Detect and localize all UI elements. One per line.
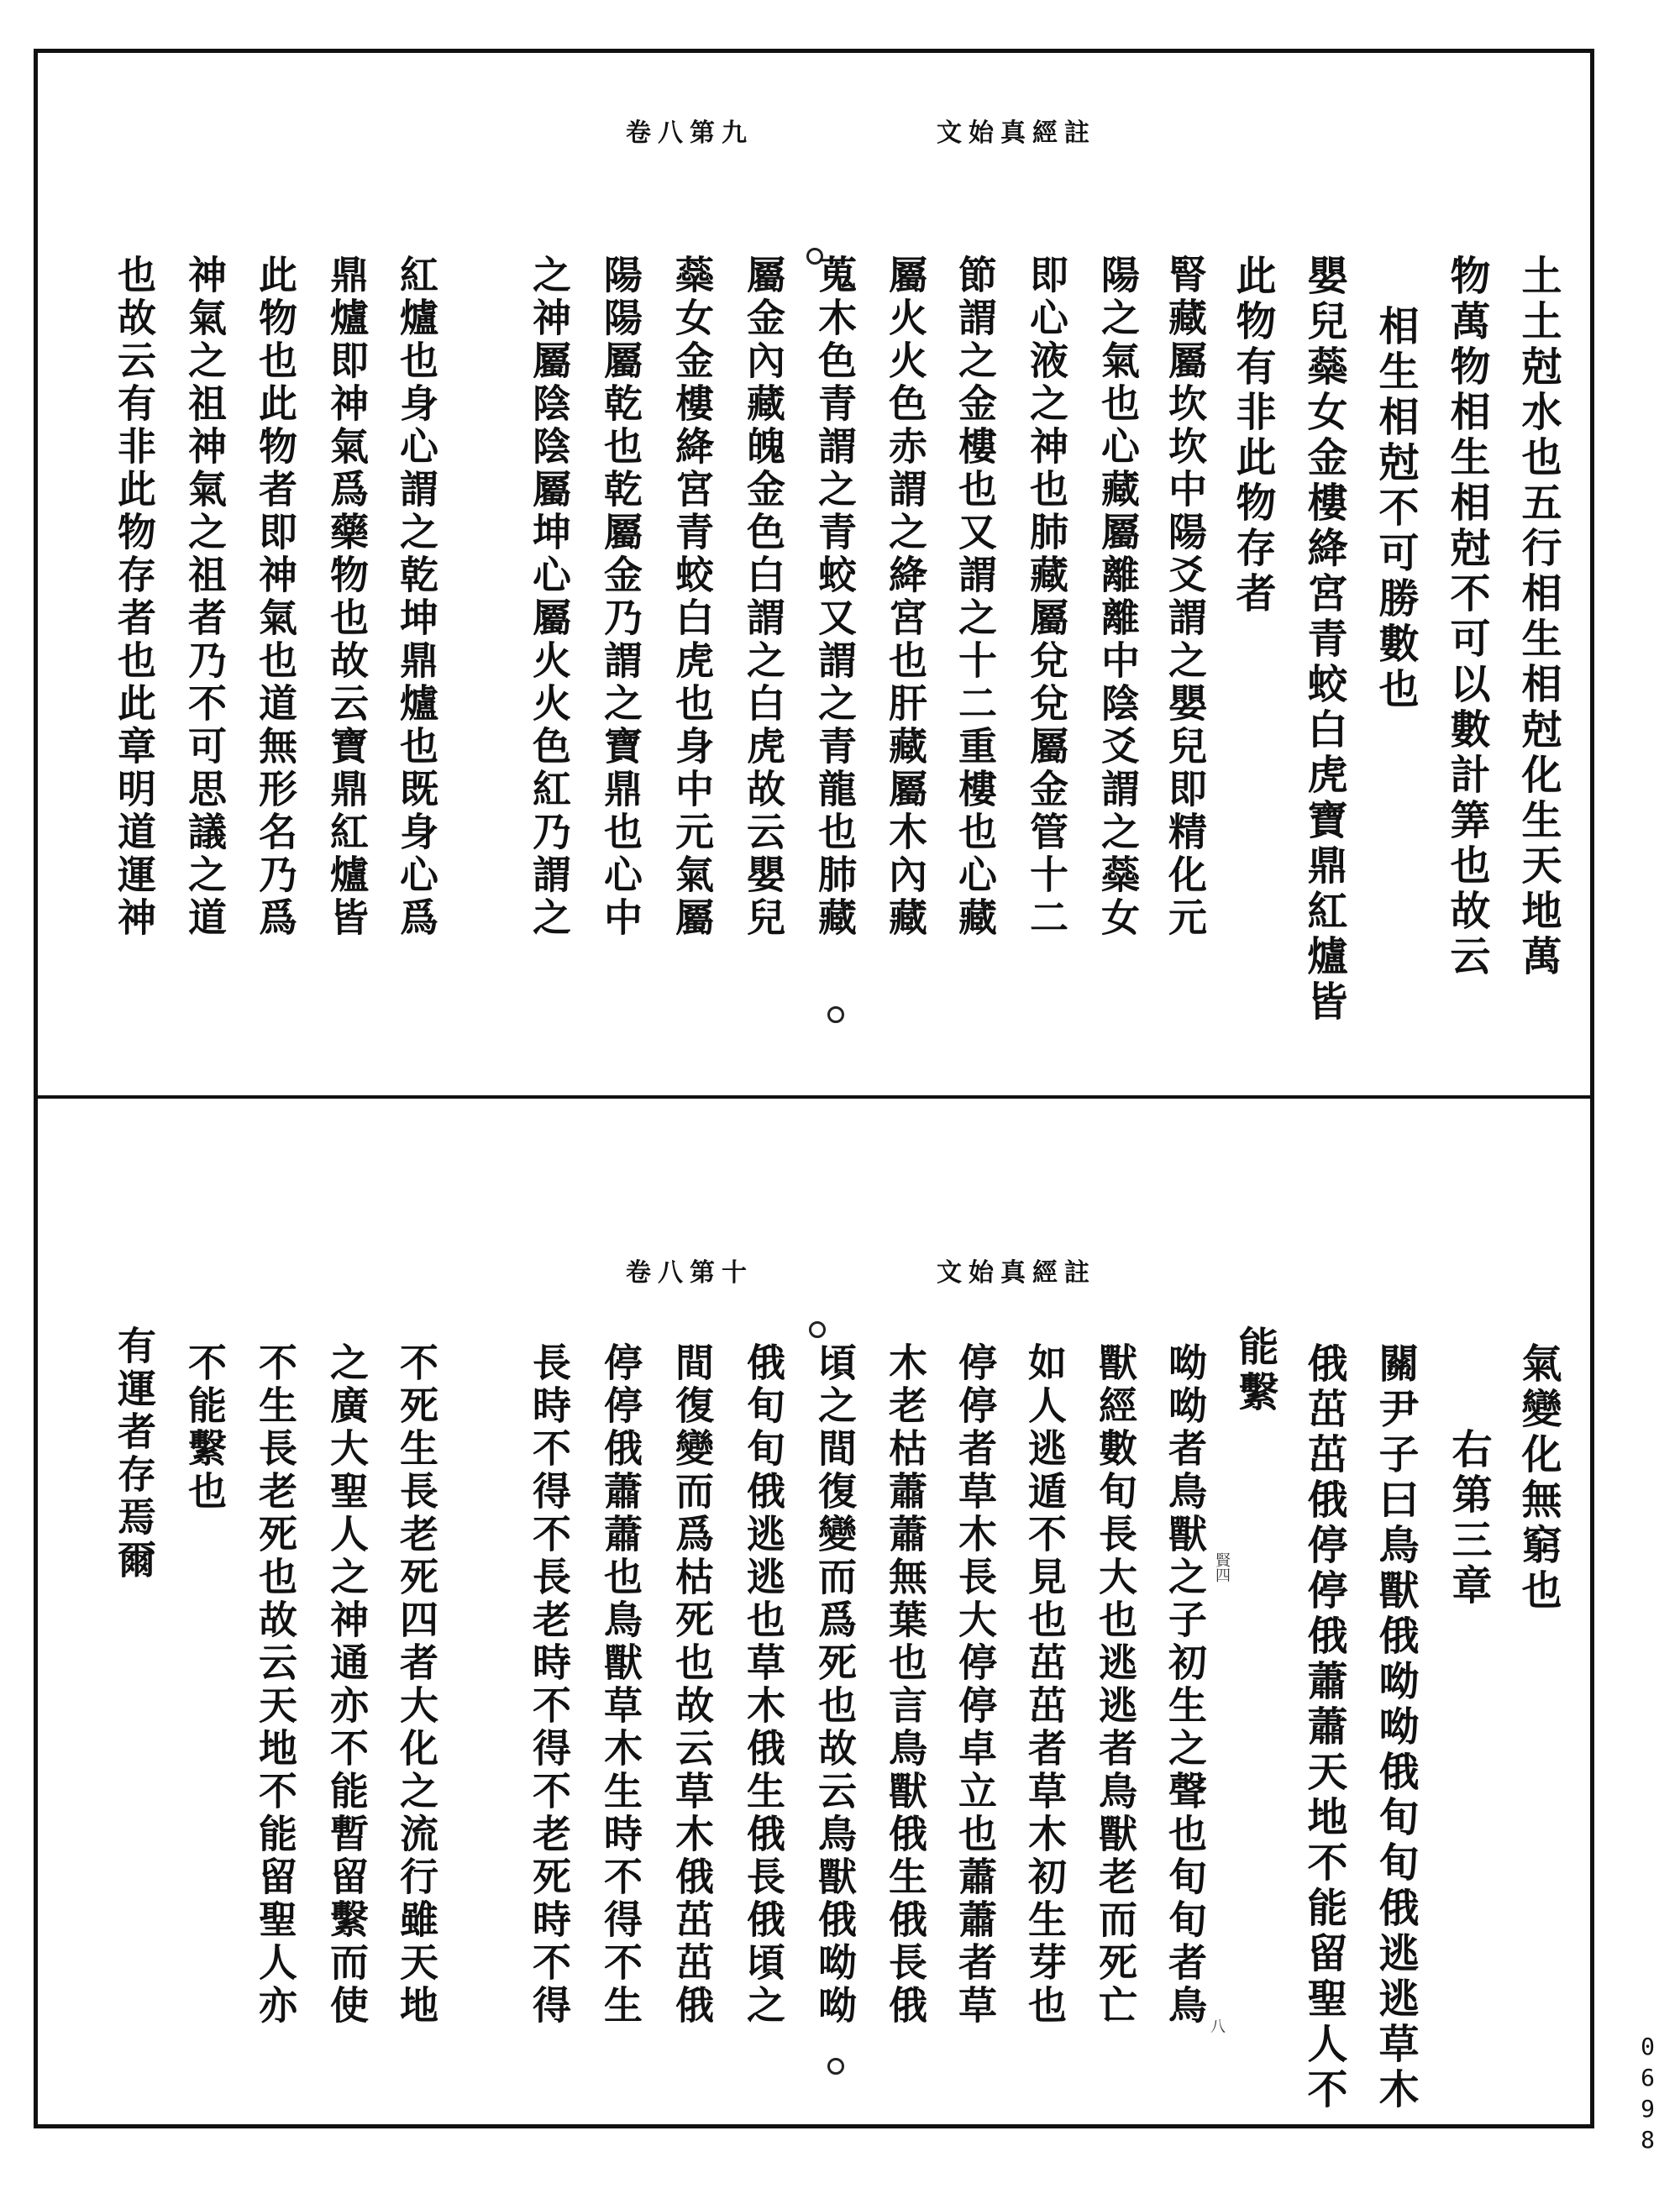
text-column: 蒐木色青謂之青蛟又謂之青龍也肺藏 xyxy=(812,255,858,940)
text-column: 陽之氣也心藏屬離離中陰爻謂之蘂女 xyxy=(1095,255,1141,940)
top-page xyxy=(38,53,1590,1099)
text-column: 氣變化無窮也 xyxy=(1515,1342,1562,1614)
text-column: 呦呦者鳥獸之子初生之聲也旬旬者鳥 xyxy=(1163,1342,1208,2028)
binding-hole xyxy=(827,2058,844,2075)
text-column: 陽陽屬乾也乾屬金乃謂之寶鼎也心中 xyxy=(598,255,643,940)
bottom-page-title: 文始真經註 xyxy=(937,1258,1096,1288)
margin-note: 八 xyxy=(1208,2018,1226,2034)
text-column: 神氣之祖神氣之祖者乃不可思議之道 xyxy=(182,255,228,940)
binding-hole xyxy=(809,1321,826,1338)
text-column: 節謂之金樓也又謂之十二重樓也心藏 xyxy=(953,255,998,940)
text-column: 有運者存焉爾 xyxy=(112,1325,157,1582)
text-column: 物萬物相生相尅不可以數計筭也故云 xyxy=(1443,255,1490,980)
text-column: 之神屬陰陰屬坤心屬火火色紅乃謂之 xyxy=(527,255,572,940)
text-column: 關尹子曰鳥獸俄呦呦俄旬旬俄逃逃草木 xyxy=(1372,1342,1419,2113)
top-page-volume: 卷八第九 xyxy=(626,118,753,148)
bottom-page xyxy=(38,1099,1590,2128)
text-column: 木老枯蕭蕭無葉也言鳥獸俄生俄長俄 xyxy=(883,1342,928,2028)
margin-note: 賢四 xyxy=(1213,1552,1231,1582)
text-column: 屬金內藏魄金色白謂之白虎故云嬰兒 xyxy=(741,255,786,940)
text-column: 紅爐也身心謂之乾坤鼎爐也既身心爲 xyxy=(394,255,439,940)
text-column: 俄茁茁俄停停俄蕭蕭天地不能留聖人不 xyxy=(1300,1342,1347,2113)
text-column: 停停俄蕭蕭也鳥獸草木生時不得不生 xyxy=(598,1342,643,2028)
text-column: 相生相尅不可勝數也 xyxy=(1372,305,1419,713)
text-column: 土土尅水也五行相生相尅化生天地萬 xyxy=(1515,255,1562,980)
text-column: 腎藏屬坎坎中陽爻謂之嬰兒即精化元 xyxy=(1163,255,1208,940)
text-column: 如人逃遁不見也茁茁者草木初生芽也 xyxy=(1022,1342,1068,2028)
text-column: 間復變而爲枯死也故云草木俄茁茁俄 xyxy=(669,1342,715,2028)
top-page-header xyxy=(626,112,1096,149)
text-column: 即心液之神也肺藏屬兌兌屬金管十二 xyxy=(1024,255,1069,940)
text-column: 俄旬旬俄逃逃也草木俄生俄長俄頃之 xyxy=(741,1342,786,2028)
text-column: 蘂女金樓絳宮青蛟白虎也身中元氣屬 xyxy=(669,255,715,940)
text-column: 此物也此物者即神氣也道無形名乃爲 xyxy=(253,255,298,940)
text-column: 停停者草木長大停停卓立也蕭蕭者草 xyxy=(953,1342,998,2028)
text-column: 鼎爐即神氣爲藥物也故云寶鼎紅爐皆 xyxy=(324,255,370,940)
text-column: 能繫 xyxy=(1231,1325,1278,1416)
text-column: 屬火火色赤謂之絳宮也肝藏屬木內藏 xyxy=(883,255,928,940)
text-column: 不能繫也 xyxy=(182,1342,228,1514)
text-column: 之廣大聖人之神通亦不能暫留繫而使 xyxy=(324,1342,370,2028)
page-number: 0698 xyxy=(1634,2033,1662,2157)
page-frame xyxy=(34,49,1594,2128)
text-column: 獸經數旬長大也逃逃者鳥獸老而死亡 xyxy=(1093,1342,1138,2028)
text-column: 頃之間復變而爲死也故云鳥獸俄呦呦 xyxy=(812,1342,858,2028)
text-column: 右第三章 xyxy=(1445,1428,1492,1609)
bottom-page-volume: 卷八第十 xyxy=(626,1258,753,1288)
top-page-title: 文始真經註 xyxy=(937,118,1096,148)
text-column: 此物有非此物存者 xyxy=(1229,255,1276,617)
binding-hole xyxy=(827,1006,844,1023)
text-column: 不死生長老死四者大化之流行雖天地 xyxy=(394,1342,439,2028)
text-column: 長時不得不長老時不得不老死時不得 xyxy=(527,1342,572,2028)
text-column: 嬰兒蘂女金樓絳宮青蛟白虎寶鼎紅爐皆 xyxy=(1300,255,1347,1026)
bottom-page-header xyxy=(626,1252,1096,1288)
text-column: 不生長老死也故云天地不能留聖人亦 xyxy=(253,1342,298,2028)
text-column: 也故云有非此物存者也此章明道運神 xyxy=(112,255,157,940)
